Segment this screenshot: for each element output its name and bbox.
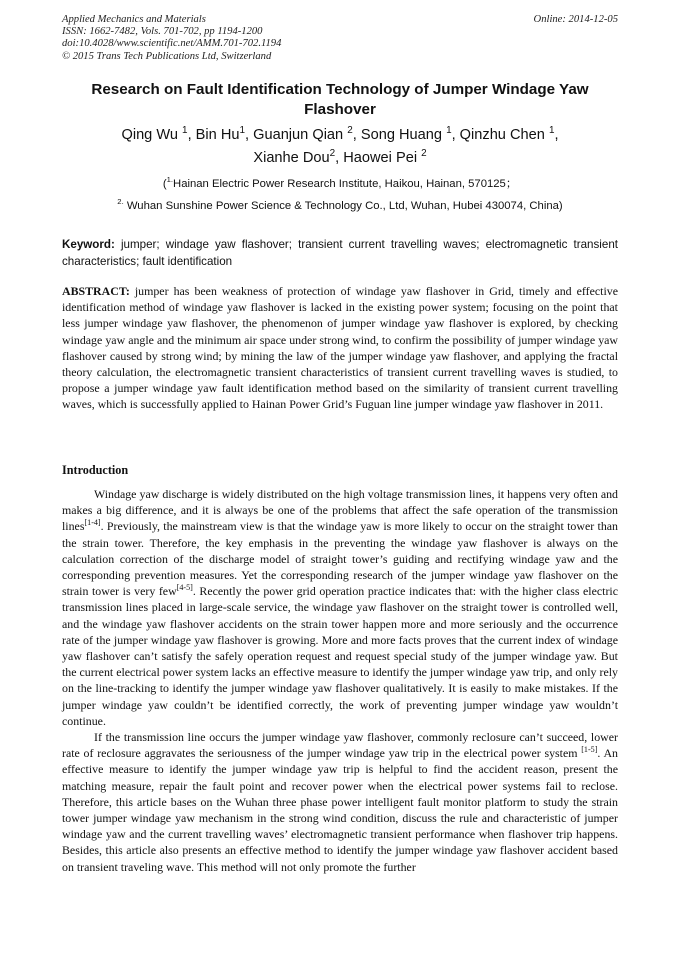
affiliation-paren: ( [162, 178, 167, 190]
author-affil-mark: 1 [182, 125, 188, 137]
citation: [1-4] [84, 518, 101, 528]
doi-line: doi:10.4028/www.scientific.net/AMM.701-702.1194 [62, 38, 282, 50]
author-line-1 [62, 124, 618, 147]
running-header [62, 14, 618, 63]
paragraph-text: . Recently the power grid operation practice indicates that: with the higher class electric transmission lines placed in large-scale service, the windage yaw flashover on the straight tower is controlled well, and the windage yaw flashover accidents on the strain tower happen more and more seriously and the occurrence rate of the jumper windage yaw flashover is growing. More and more facts proves that the current index of windage yaw flashover can’t satisfy the safely operation request and request special study of the jumper windage yaw. But the current electrical power system lacks an effective measure to identify the jumper windage yaw trip, and only rely on the line-tracking to identify the jumper windage yaw flashover qualitatively. It is easily to make mistakes. If the jumper windage yaw couldn’t be identified correctly, the work of preventing jumper windage yaw wouldn’t continue. [62, 584, 619, 728]
abstract-label: ABSTRACT: [62, 284, 130, 298]
abstract-text: jumper has been weakness of protection of windage yaw flashover in Grid, timely and effective identification method of windage yaw flashover is lacked in the existing power system; focusing on the point that less jumper windage yaw flashover, the phenomenon of jumper windage yaw flashover is explored, by checking windage yaw angle and the minimum air space under strong wind, to confirm the possibility of jumper windage yaw flashover caused by strong wind; by mining the law of the jumper windage yaw flashover, and applying the fractal theory calculation, the electromagnetic transient characteristics of transient current travelling waves is studied, to propose a jumper windage yaw fault identification method based on the similarity of transient current travelling waves, which is successfully applied to Hainan Power Grid’s Fuguan line jumper windage yaw flashover in 2011. [62, 284, 618, 412]
author-affil-mark: 1 [239, 125, 245, 137]
author-affil-mark: 2 [421, 148, 427, 160]
author-affil-mark: 2 [329, 148, 336, 160]
affiliation-text: Hainan Electric Power Research Institute, Haikou, Hainan, 570125； [173, 178, 518, 190]
abstract-block [62, 283, 618, 413]
paragraph-text: . An effective measure to identify the jumper windage yaw trip is helpful to find the accident reason, present the matching measure, repair the fault point and recover power when the electrical power systems fail to reclose. Therefore, this article bases on the Wuhan three phase power intelligent fault monitor platform to study the strain tower jumper windage yaw mechanism in the strong wind condition, discuss the rule and characteristic of jumper windage yaw and the current travelling waves’ electromagnetic transient performance when flashover trip happens. Besides, this article also presents an effective method to identify the jumper windage yaw flashover accident based on transient traveling wave. This method will not only promote the further [62, 746, 618, 874]
author-name: Xianhe Dou [253, 150, 330, 166]
author-separator: , [554, 127, 559, 143]
author-name: Qing Wu [121, 127, 183, 143]
keywords-label: Keyword: [62, 238, 115, 251]
affiliation-1 [62, 177, 618, 191]
author-name: , Qinzhu Chen [451, 127, 549, 143]
paragraph [62, 486, 618, 729]
author-name: , Bin Hu [187, 127, 240, 143]
author-list [62, 124, 618, 170]
copyright-line: © 2015 Trans Tech Publications Ltd, Switzerland [62, 50, 272, 62]
affiliation-mark: 1. [166, 175, 174, 185]
affiliation-mark: 2. [117, 197, 124, 207]
introduction-body [62, 486, 618, 875]
paragraph-text: Windage yaw discharge is widely distributed on the high voltage transmission lines, it happens very often and makes a big difference, and it is always be one of the problems that affect the safe operation of the transmission lines [62, 487, 618, 534]
citation: [4-5] [176, 583, 193, 593]
author-name: , Guanjun Qian [245, 127, 348, 143]
author-name: , Song Huang [352, 127, 447, 143]
affiliation-text: Wuhan Sunshine Power Science & Technology Co., Ltd, Wuhan, Hubei 430074, China) [123, 200, 563, 212]
paragraph [62, 729, 618, 875]
online-date: Online: 2014-12-05 [533, 14, 618, 25]
citation: [1-5] [581, 745, 598, 755]
author-affil-mark: 1 [446, 125, 452, 137]
author-affil-mark: 2 [347, 125, 353, 137]
author-line-2 [62, 147, 618, 170]
section-heading-introduction: Introduction [62, 463, 129, 477]
keywords-block [62, 236, 618, 270]
paragraph-text: If the transmission line occurs the jumper windage yaw flashover, commonly reclosure can’t succeed, lower rate of reclosure aggravates the seriousness of the jumper windage yaw trip in the electrical power system [62, 730, 618, 761]
author-affil-mark: 1 [548, 125, 555, 137]
paper-title: Research on Fault Identification Technology of Jumper Windage Yaw Flashover [91, 81, 589, 118]
paragraph-text: . Previously, the mainstream view is that the windage yaw is more likely to occur on the straight tower than the strain tower. Therefore, the key emphasis in the preventing the windage yaw flashover is always on the calculation correction of the discharge model of straight tower’s guiding and rectifying windage yaw and the corresponding prevention measures. Yet the corresponding research of the jumper windage yaw flashover on the strain tower is very few [62, 519, 618, 599]
author-name: , Haowei Pei [335, 150, 422, 166]
journal-name: Applied Mechanics and Materials [62, 14, 206, 25]
keywords-text: jumper; windage yaw flashover; transient current travelling waves; electromagnetic transient characteristics; fault identification [62, 238, 618, 268]
affiliation-2 [62, 199, 618, 213]
issn-line: ISSN: 1662-7482, Vols. 701-702, pp 1194-1200 [62, 26, 263, 38]
